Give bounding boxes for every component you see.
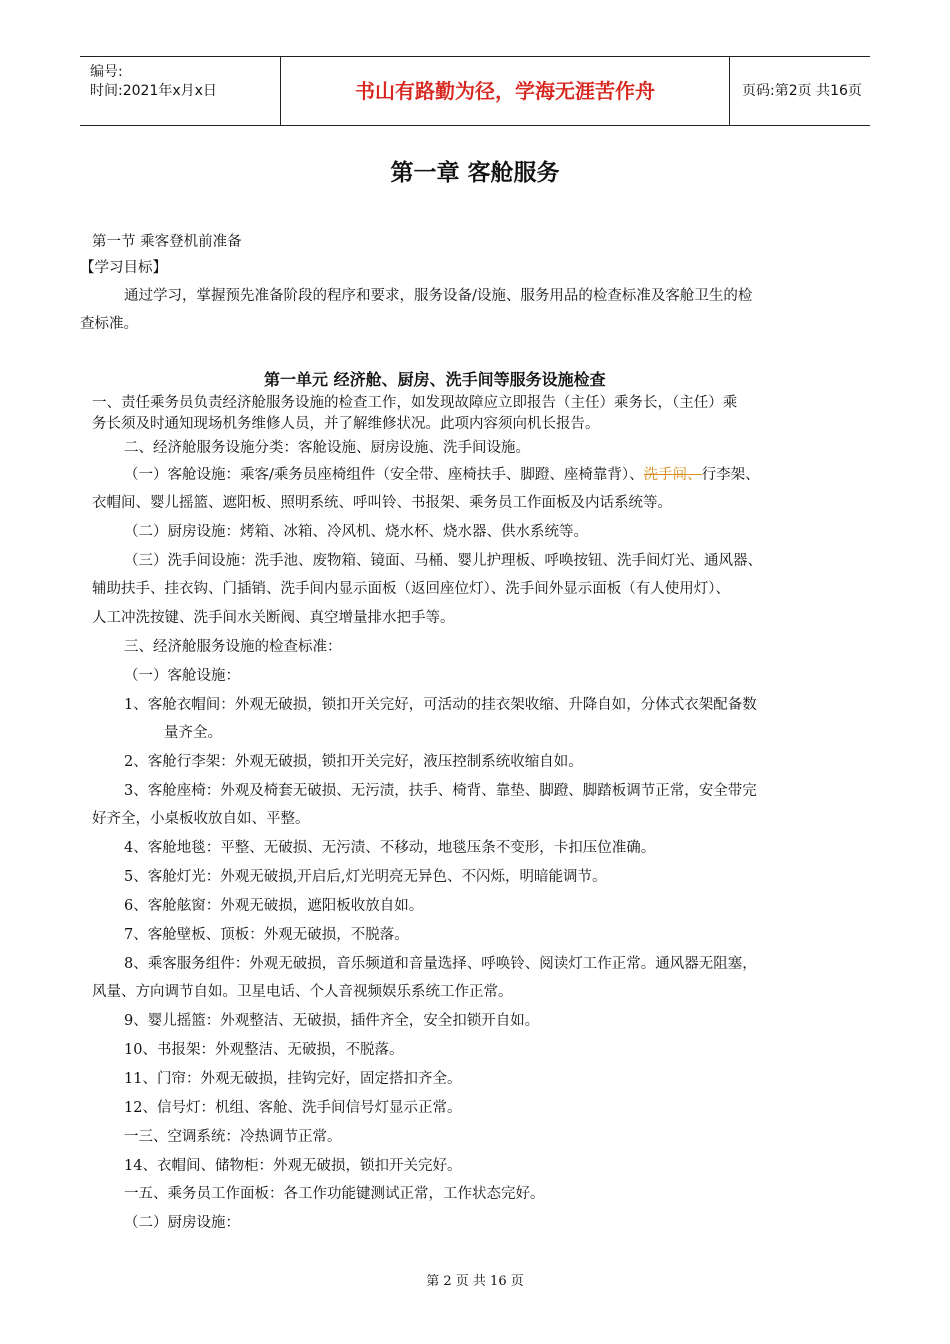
paragraph-line: （二）厨房设施： xyxy=(124,1215,240,1231)
objective-heading: 【学习目标】 xyxy=(80,260,167,276)
list-item: 一五、乘务员工作面板：各工作功能键测试正常，工作状态完好。 xyxy=(124,1186,545,1202)
number-label: 编号: xyxy=(90,64,123,80)
list-item: 一三、空调系统：冷热调节正常。 xyxy=(124,1129,342,1145)
deleted-text: 洗手间、 xyxy=(643,467,702,483)
list-item: 3、客舱座椅：外观及椅套无破损、无污渍，扶手、椅背、靠垫、脚蹬、脚踏板调节正常，安全带完 xyxy=(124,783,757,799)
list-item: 好齐全，小桌板收放自如、平整。 xyxy=(92,811,310,827)
list-item: 9、婴儿摇篮：外观整洁、无破损，插件齐全，安全扣锁开自如。 xyxy=(124,1013,540,1029)
motto: 书山有路勤为径，学海无涯苦作舟 xyxy=(281,57,730,125)
paragraph-line: 三、经济舱服务设施的检查标准： xyxy=(124,639,342,655)
list-item: 1、客舱衣帽间：外观无破损，锁扣开关完好，可活动的挂衣架收缩、升降自如，分体式衣架配备数 xyxy=(124,697,757,713)
objective-text: 通过学习，掌握预先准备阶段的程序和要求，服务设备/设施、服务用品的检查标准及客舱卫生的检 xyxy=(124,288,753,304)
list-item: 7、客舱壁板、顶板：外观无破损，不脱落。 xyxy=(124,927,409,943)
section-title: 第一节 乘客登机前准备 xyxy=(92,234,242,250)
list-item: 5、客舱灯光：外观无破损,开启后,灯光明亮无异色、不闪烁，明暗能调节。 xyxy=(124,869,607,885)
list-item: 4、客舱地毯：平整、无破损、无污渍、不移动，地毯压条不变形，卡扣压位准确。 xyxy=(124,840,656,856)
page-footer: 第 2 页 共 16 页 xyxy=(426,1274,524,1289)
list-item: 8、乘客服务组件：外观无破损，音乐频道和音量选择、呼唤铃、阅读灯工作正常。通风器无阻塞， xyxy=(124,956,757,972)
paragraph-line: 人工冲洗按键、洗手间水关断阀、真空增量排水把手等。 xyxy=(92,610,455,626)
list-item: 风量、方向调节自如。卫星电话、个人音视频娱乐系统工作正常。 xyxy=(92,984,513,1000)
objective-text: 查标准。 xyxy=(80,316,138,332)
paragraph-line: 务长须及时通知现场机务维修人员，并了解维修状况。此项内容须向机长报告。 xyxy=(92,416,600,432)
text-span: 行李架、 xyxy=(701,467,760,483)
list-item: 10、书报架：外观整洁、无破损，不脱落。 xyxy=(124,1042,404,1058)
paragraph-line: （三）洗手间设施：洗手池、废物箱、镜面、马桶、婴儿护理板、呼唤按钮、洗手间灯光、通风器、 xyxy=(124,553,762,569)
list-item: 2、客舱行李架：外观无破损，锁扣开关完好，液压控制系统收缩自如。 xyxy=(124,754,583,770)
list-item: 11、门帘：外观无破损，挂钩完好，固定搭扣齐全。 xyxy=(124,1071,462,1087)
list-item: 14、衣帽间、储物柜：外观无破损，锁扣开关完好。 xyxy=(124,1158,462,1174)
time-label: 时间:2021年x月x日 xyxy=(90,83,217,99)
paragraph-line: （二）厨房设施：烤箱、冰箱、冷风机、烧水杯、烧水器、供水系统等。 xyxy=(124,524,588,540)
header-left-cell xyxy=(80,57,281,125)
text-span: （一）客舱设施：乘客/乘务员座椅组件（安全带、座椅扶手、脚蹬、座椅靠背）、 xyxy=(124,467,644,483)
chapter-title: 第一章 客舱服务 xyxy=(390,160,560,186)
paragraph-line: 二、经济舱服务设施分类：客舱设施、厨房设施、洗手间设施。 xyxy=(124,440,530,456)
paragraph-line: （一）客舱设施： xyxy=(124,668,240,684)
paragraph-line: 一、责任乘务员负责经济舱服务设施的检查工作，如发现故障应立即报告（主任）乘务长，（主任）乘 xyxy=(92,395,738,411)
header-table xyxy=(80,56,870,126)
paragraph-line xyxy=(124,465,760,485)
unit-title: 第一单元 经济舱、厨房、洗手间等服务设施检查 xyxy=(264,370,606,389)
list-item: 12、信号灯：机组、客舱、洗手间信号灯显示正常。 xyxy=(124,1100,462,1116)
paragraph-line: 衣帽间、婴儿摇篮、遮阳板、照明系统、呼叫铃、书报架、乘务员工作面板及内话系统等。 xyxy=(92,495,672,511)
paragraph-line: 辅助扶手、挂衣钩、门插销、洗手间内显示面板（返回座位灯）、洗手间外显示面板（有人使用灯）、 xyxy=(92,581,730,597)
page-info: 页码:第2页 共16页 xyxy=(742,83,862,99)
list-item: 量齐全。 xyxy=(164,725,222,741)
list-item: 6、客舱舷窗：外观无破损，遮阳板收放自如。 xyxy=(124,898,424,914)
